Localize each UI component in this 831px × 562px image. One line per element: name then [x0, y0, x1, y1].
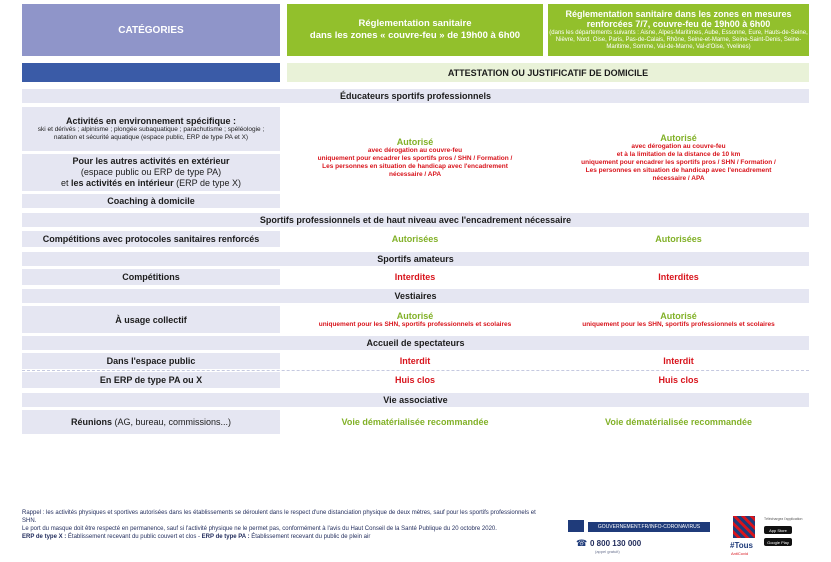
- comp-prot-curfew: Autorisées: [391, 234, 439, 244]
- reinforced-zone-title: Réglementation sanitaire dans les zones en mesures: [565, 9, 792, 19]
- footer-notes: [22, 509, 542, 541]
- qr-code-icon: [733, 516, 755, 538]
- educateurs-reinforced-cell: Autorisé avec dérogation au couvre-feu et à la limitation de la distance de 10 km uniquement pour encadrer les sportifs pros / SHN / Formation / Les personnes en situation de handicap avec l'encadrement nécessaire / APA: [581, 132, 776, 182]
- phone-note: (appel gratuit): [595, 549, 620, 554]
- departments-list: (dans les départements suivants : Aisne, Alpes-Maritimes, Aube, Essonne, Eure, Hauts-de-Seine, Nièvre, Nord, Oise, Paris, Pas-de-Calais, Rhône, Seine-et-Marne, Seine-Saint-Denis, Seine-Maritime, Somme, Val-de-Marne, Val-d'Oise, Yvelines): [549, 30, 808, 50]
- autres-title: Pour les autres activités en extérieur: [72, 156, 230, 166]
- attestation-banner: ATTESTATION OU JUSTIFICATIF DE DOMICILE: [287, 63, 809, 82]
- erp-definitions: ERP de type X : Établissement recevant du public couvert et clos - ERP de type PA : Établissement recevant du public de plein air: [22, 534, 371, 540]
- section-vestiaires: Vestiaires: [22, 289, 809, 303]
- row-competitions-protocoles: Compétitions avec protocoles sanitaires renforcés: [22, 231, 280, 247]
- row-espace-public: Dans l'espace public: [22, 353, 280, 369]
- row-competitions: Compétitions: [22, 269, 280, 285]
- laptop-icon: [568, 520, 584, 532]
- erp-curfew: Huis clos: [394, 375, 435, 385]
- phone-number[interactable]: 0 800 130 000: [590, 539, 642, 548]
- autres-line3: et les activités en intérieur (ERP de type X): [61, 178, 241, 188]
- section-educateurs: Éducateurs sportifs professionnels: [22, 89, 809, 103]
- vestiaires-reinforced: Autorisé uniquement pour les SHN, sportifs professionnels et scolaires: [582, 310, 775, 328]
- reunions-reinforced: Voie dématérialisée recommandée: [605, 417, 752, 427]
- tous-logo: #Tous: [730, 541, 753, 550]
- row-environnement-specifique: [22, 107, 280, 151]
- masque-note: Le port du masque doit être respecté en permanence, sauf si l'activité physique ne le permet pas, conformément à l'avis du Haut Conseil de la Santé Publique du 20 octobre 2020.: [22, 526, 497, 532]
- section-haut-niveau: Sportifs professionnels et de haut niveau avec l'encadrement nécessaire: [22, 213, 809, 227]
- curfew-zone-header: [287, 4, 543, 56]
- comp-prot-reinforced: Autorisées: [655, 234, 702, 244]
- espace-public-curfew: Interdit: [399, 356, 431, 366]
- espace-public-reinforced: Interdit: [663, 356, 694, 366]
- erp-reinforced: Huis clos: [658, 375, 699, 385]
- vestiaires-curfew: Autorisé uniquement pour les SHN, sportifs professionnels et scolaires: [318, 310, 512, 328]
- row-coaching: [22, 194, 280, 208]
- coaching-label: Coaching à domicile: [107, 196, 195, 206]
- row-usage-collectif: À usage collectif: [22, 306, 280, 333]
- curfew-zone-title: Réglementation sanitaire: [358, 18, 472, 29]
- comp-reinforced: Interdites: [658, 272, 699, 282]
- phone-icon: ☎: [576, 538, 588, 548]
- row-autres-activites: [22, 154, 280, 191]
- rappel-note: Rappel : les activités physiques et sportives autorisées dans les établissements se déroulent dans le respect d'une distanciation physique de deux mètres, sauf pour les sportifs professionnels et SHN.: [22, 510, 536, 524]
- educateurs-curfew-cell: Autorisé avec dérogation au couvre-feu uniquement pour encadrer les sportifs pros / SHN / Formation / Les personnes en situation de handicap avec l'encadrement nécessaire / APA: [317, 136, 513, 178]
- curfew-zone-subtitle: dans les zones « couvre-feu » de 19h00 à 6h00: [309, 30, 521, 41]
- reinforced-zone-header: [548, 4, 809, 56]
- app-download-label: Téléchargez l'application: [764, 517, 803, 521]
- section-associative: Vie associative: [22, 393, 809, 407]
- categories-header: CATÉGORIES: [22, 4, 280, 56]
- category-accent-bar: [22, 63, 280, 82]
- google-play-badge[interactable]: Google Play: [764, 538, 792, 546]
- row-divider: [22, 370, 809, 371]
- app-store-badge[interactable]: App Store: [764, 526, 792, 534]
- edu-c2-status: Autorisé: [396, 136, 434, 147]
- env-detail: ski et dérivés ; alpinisme ; plongée subaquatique ; parachutisme ; spéléologie ; natation et sécurité aquatique (espace public, ERP de type PA et X): [37, 126, 265, 141]
- env-title: Activités en environnement spécifique :: [65, 116, 237, 126]
- anticovid-logo: AntiCovid: [731, 551, 749, 556]
- comp-curfew: Interdites: [394, 272, 436, 282]
- edu-c3-status: Autorisé: [660, 132, 697, 143]
- section-spectateurs: Accueil de spectateurs: [22, 336, 809, 350]
- reinforced-zone-subtitle: renforcées 7/7, couvre-feu de 19h00 à 6h00: [586, 19, 771, 29]
- reunions-curfew: Voie dématérialisée recommandée: [341, 417, 489, 427]
- autres-line2: (espace public ou ERP de type PA): [80, 167, 222, 177]
- section-amateurs: Sportifs amateurs: [22, 252, 809, 266]
- gov-info-link[interactable]: GOUVERNEMENT.FR/INFO-CORONAVIRUS: [588, 522, 710, 532]
- row-reunions: Réunions (AG, bureau, commissions...): [22, 410, 280, 434]
- row-erp: En ERP de type PA ou X: [22, 372, 280, 388]
